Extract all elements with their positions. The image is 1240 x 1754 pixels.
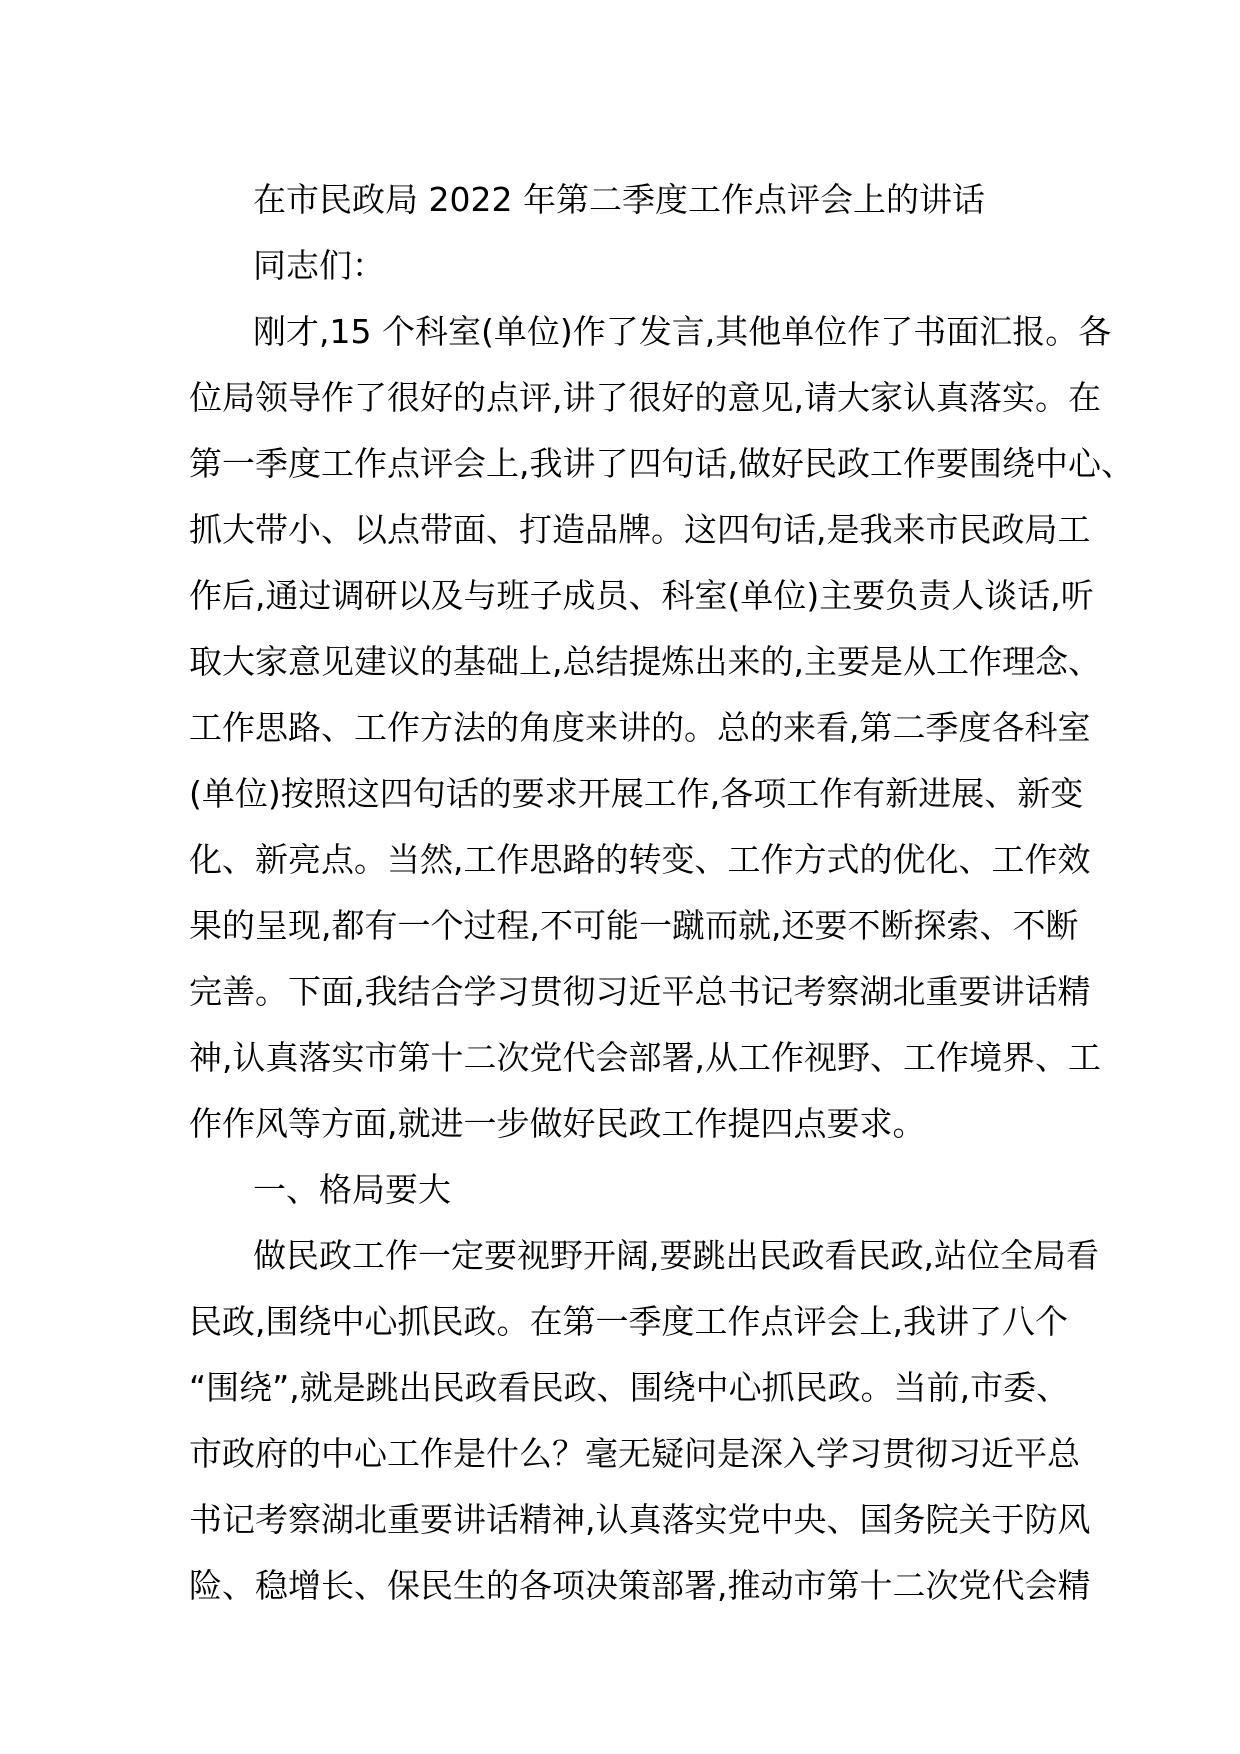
paragraph-line: 果的呈现,都有一个过程,不可能一蹴而就,还要不断探索、不断 [189,906,1079,945]
paragraph-line: 民政,围绕中心抓民政。在第一季度工作点评会上,我讲了八个 [189,1302,1068,1341]
paragraph-line: 险、稳增长、保民生的各项决策部署,推动市第十二次党代会精 [189,1566,1091,1605]
paragraph-line: 工作思路、工作方法的角度来讲的。总的来看,第二季度各科室 [189,708,1091,747]
paragraph-line: 书记考察湖北重要讲话精神,认真落实党中央、国务院关于防风 [189,1500,1091,1539]
paragraph-line: 化、新亮点。当然,工作思路的转变、工作方式的优化、工作效 [189,840,1091,879]
paragraph-line: 神,认真落实市第十二次党代会部署,从工作视野、工作境界、工 [189,1038,1101,1077]
document-page [189,167,1134,1619]
document-title: 在市民政局 2022 年第二季度工作点评会上的讲话 [253,180,985,219]
paragraph-line: 市政府的中心工作是什么？毫无疑问是深入学习贯彻习近平总 [189,1434,1080,1473]
paragraph-line: “围绕”,就是跳出民政看民政、围绕中心抓民政。当前,市委、 [189,1368,1070,1407]
salutation: 同志们： [253,246,385,285]
section-heading: 一、格局要大 [253,1170,451,1209]
paragraph-line: 抓大带小、以点带面、打造品牌。这四句话,是我来市民政局工 [189,510,1091,549]
paragraph-line: 刚才,15 个科室(单位)作了发言,其他单位作了书面汇报。各 [253,312,1112,351]
paragraph-line: 完善。下面,我结合学习贯彻习近平总书记考察湖北重要讲话精 [189,972,1091,1011]
paragraph-line: 做民政工作一定要视野开阔,要跳出民政看民政,站位全局看 [253,1236,1099,1275]
paragraph-line: 取大家意见建议的基础上,总结提炼出来的,主要是从工作理念、 [189,642,1101,681]
paragraph-line: (单位)按照这四句话的要求开展工作,各项工作有新进展、新变 [189,774,1084,813]
paragraph-line: 第一季度工作点评会上,我讲了四句话,做好民政工作要围绕中心、 [189,444,1134,483]
paragraph-line: 作后,通过调研以及与班子成员、科室(单位)主要负责人谈话,听 [189,576,1094,615]
paragraph-line: 位局领导作了很好的点评,讲了很好的意见,请大家认真落实。在 [189,378,1101,417]
paragraph-line: 作作风等方面,就进一步做好民政工作提四点要求。 [189,1104,926,1143]
